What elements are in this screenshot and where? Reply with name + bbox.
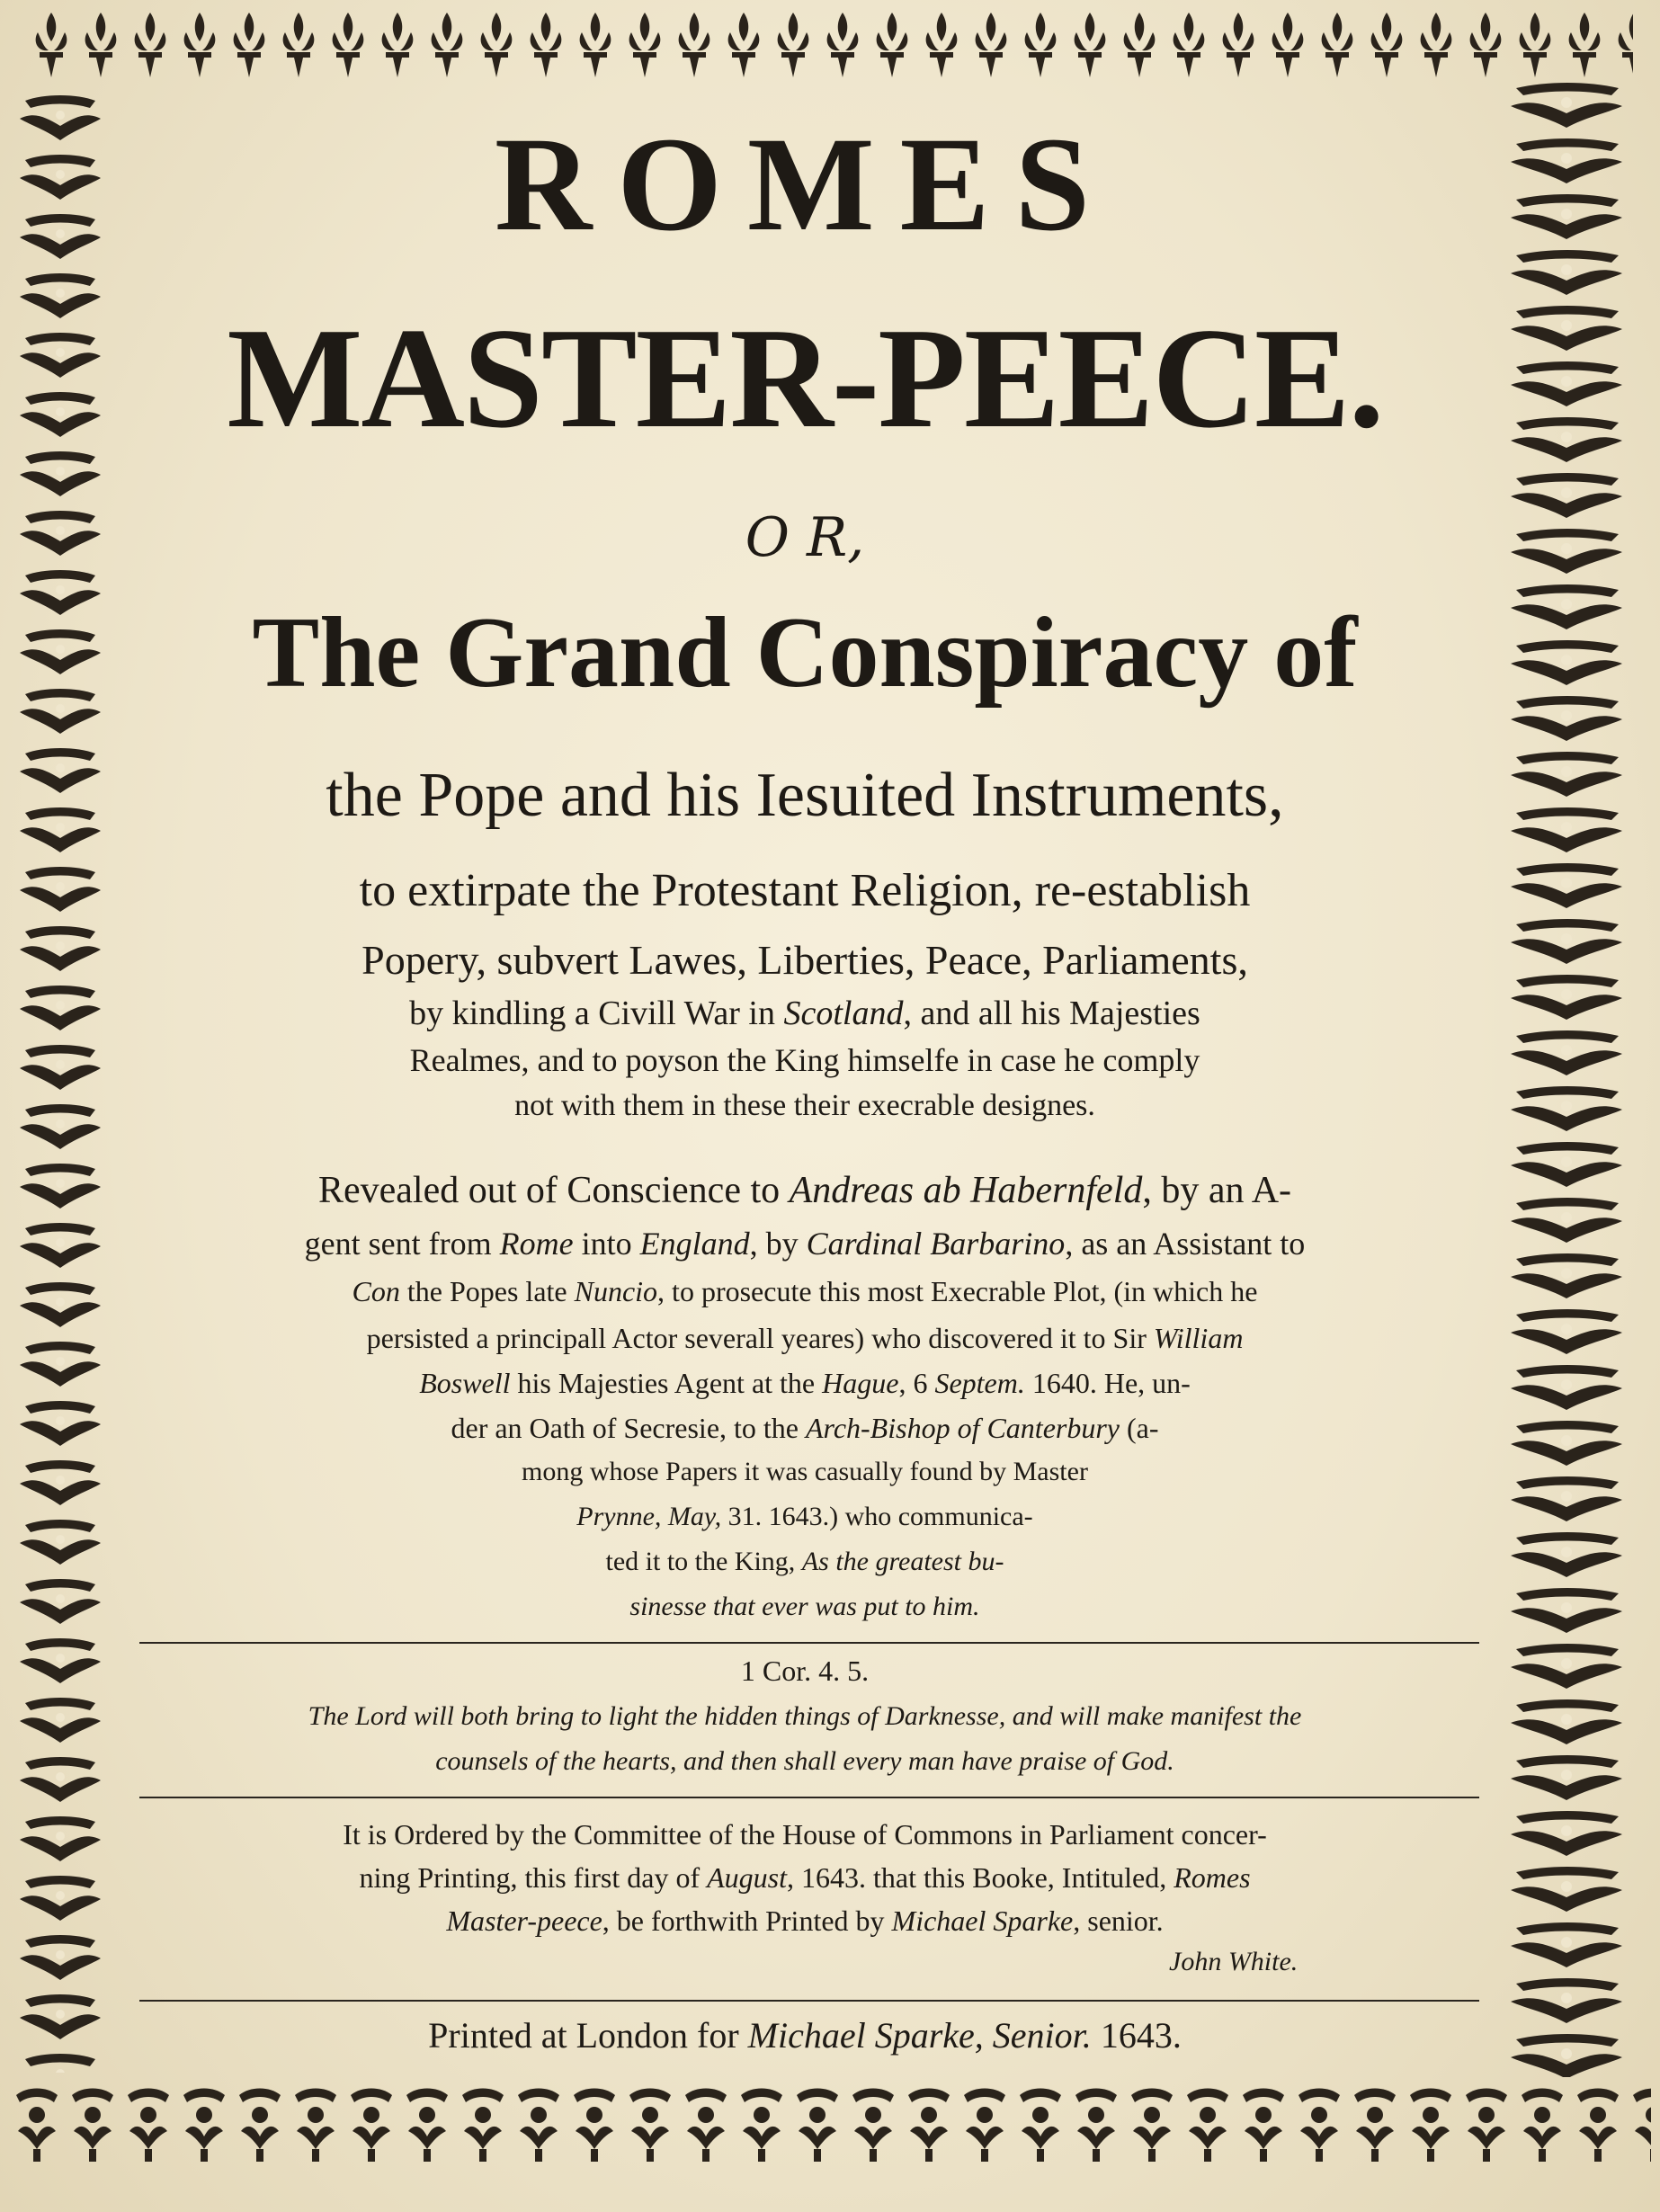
revealed-l3-nuncio: Nuncio: [574, 1275, 658, 1307]
order-l3-b: , be forthwith Printed by: [602, 1904, 892, 1937]
revealed-l8-b: 31. 1643.) who communica-: [721, 1502, 1033, 1531]
revealed-l5-septem: Septem.: [934, 1367, 1025, 1399]
order-l2-romes: Romes: [1174, 1861, 1251, 1894]
revealed-l1-a: Revealed out of Conscience to: [317, 1170, 790, 1211]
revealed-line-4: [117, 1322, 1493, 1355]
order-line-3: [117, 1904, 1493, 1938]
or-line: O R,: [745, 506, 865, 569]
revealed-l2-cardinal: Cardinal Barbarino: [806, 1226, 1066, 1262]
order-l2-august: August: [707, 1861, 788, 1894]
revealed-line-10: sinesse that ever was put to him.: [629, 1592, 980, 1621]
revealed-line-7: mong whose Papers it was casually found by Master: [522, 1457, 1088, 1486]
revealed-l3-b: the Popes late: [399, 1275, 575, 1307]
imprint-a: Printed at London for: [428, 2015, 748, 2056]
top-ornament-border: [27, 5, 1633, 88]
subtitle: The Grand Conspiracy of: [252, 597, 1358, 709]
description-line-1: the Pope and his Iesuited Instruments,: [326, 761, 1284, 830]
revealed-line-6: [117, 1412, 1493, 1445]
fleur-de-lis-row-icon: [27, 5, 1633, 88]
imprint-year: 1643.: [1091, 2015, 1182, 2056]
revealed-l5-d: , 6: [898, 1367, 935, 1399]
revealed-l9-a: ted it to the King,: [605, 1547, 802, 1576]
revealed-line-3: [117, 1275, 1493, 1308]
scroll-ornament-row-icon: [9, 2077, 1651, 2167]
revealed-l4-william: William: [1153, 1322, 1244, 1354]
left-ornament-border: [7, 90, 113, 2073]
title-line-1: ROMES: [494, 110, 1116, 259]
order-l3-masterpeece: Master-peece: [446, 1904, 602, 1937]
order-l3-d: , senior.: [1073, 1904, 1164, 1937]
revealed-line-8: [117, 1502, 1493, 1532]
title-line-2: MASTER-PEECE.: [227, 298, 1383, 458]
revealed-line-5: [117, 1367, 1493, 1400]
description-line-4: [117, 994, 1493, 1035]
bottom-ornament-border: [9, 2077, 1651, 2167]
revealed-l9-b: As the greatest bu-: [801, 1547, 1004, 1576]
order-l3-sparke: Michael Sparke: [891, 1904, 1074, 1937]
order-signatory: John White.: [1169, 1947, 1299, 1976]
revealed-l6-a: der an Oath of Secresie, to the: [451, 1412, 806, 1444]
revealed-l5-boswell: Boswell: [419, 1367, 511, 1399]
order-line-2: [117, 1861, 1493, 1895]
desc-l4-a: by kindling a Civill War in: [409, 995, 784, 1032]
revealed-l6-c: (a-: [1120, 1412, 1159, 1444]
vine-ornament-column-icon: [1493, 79, 1641, 2077]
revealed-l2-rome: Rome: [499, 1226, 574, 1262]
description-line-6: not with them in these their execrable designes.: [514, 1089, 1095, 1122]
revealed-line-9: [117, 1547, 1493, 1577]
vine-ornament-column-icon: [7, 90, 113, 2073]
revealed-l5-f: 1640. He, un-: [1024, 1367, 1191, 1399]
description-line-5: Realmes, and to poyson the King himselfe in case he comply: [409, 1042, 1200, 1078]
imprint-printer: Michael Sparke, Senior.: [747, 2015, 1092, 2056]
right-ornament-border: [1493, 79, 1641, 2077]
divider-rule: [139, 1797, 1479, 1798]
desc-l4-c: , and all his Majesties: [903, 995, 1200, 1032]
revealed-l2-g: , as an Assistant to: [1065, 1226, 1306, 1262]
description-line-2: to extirpate the Protestant Religion, re-establish: [359, 865, 1251, 916]
revealed-l5-hague: Hague: [822, 1367, 899, 1399]
order-l2-a: ning Printing, this first day of: [359, 1861, 708, 1894]
revealed-l2-c: into: [573, 1226, 640, 1262]
revealed-l8-prynne: Prynne, May,: [576, 1502, 722, 1531]
scripture-reference: 1 Cor. 4. 5.: [740, 1655, 870, 1687]
scripture-line-2: counsels of the hearts, and then shall every man have praise of God.: [435, 1746, 1174, 1776]
imprint-line: [117, 2014, 1493, 2056]
revealed-l2-a: gent sent from: [304, 1226, 500, 1262]
revealed-l4-a: persisted a principall Actor severall yeares) who discovered it to Sir: [366, 1322, 1154, 1354]
order-line-1: It is Ordered by the Committee of the House of Commons in Parliament concer-: [343, 1818, 1267, 1851]
revealed-l1-c: , by an A-: [1142, 1170, 1292, 1211]
revealed-l3-d: , to prosecute this most Execrable Plot, (in which he: [657, 1275, 1258, 1307]
revealed-l3-con: Con: [352, 1275, 400, 1307]
order-l2-c: , 1643. that this Booke, Intituled,: [787, 1861, 1174, 1894]
revealed-l2-england: England: [639, 1226, 750, 1262]
divider-rule: [139, 1642, 1479, 1644]
description-line-3: Popery, subvert Lawes, Liberties, Peace, Parliaments,: [361, 937, 1248, 983]
revealed-l6-archbishop: Arch-Bishop of Canterbury: [806, 1412, 1120, 1444]
scripture-line-1: The Lord will both bring to light the hidden things of Darknesse, and will make manifest the: [308, 1701, 1302, 1731]
divider-rule: [139, 2000, 1479, 2002]
revealed-line-1: [117, 1169, 1493, 1212]
revealed-l1-name: Andreas ab Habernfeld: [789, 1170, 1143, 1211]
revealed-l5-b: his Majesties Agent at the: [510, 1367, 823, 1399]
desc-l4-scotland: Scotland: [783, 995, 904, 1032]
revealed-line-2: [117, 1225, 1493, 1262]
revealed-l2-e: , by: [749, 1226, 807, 1262]
